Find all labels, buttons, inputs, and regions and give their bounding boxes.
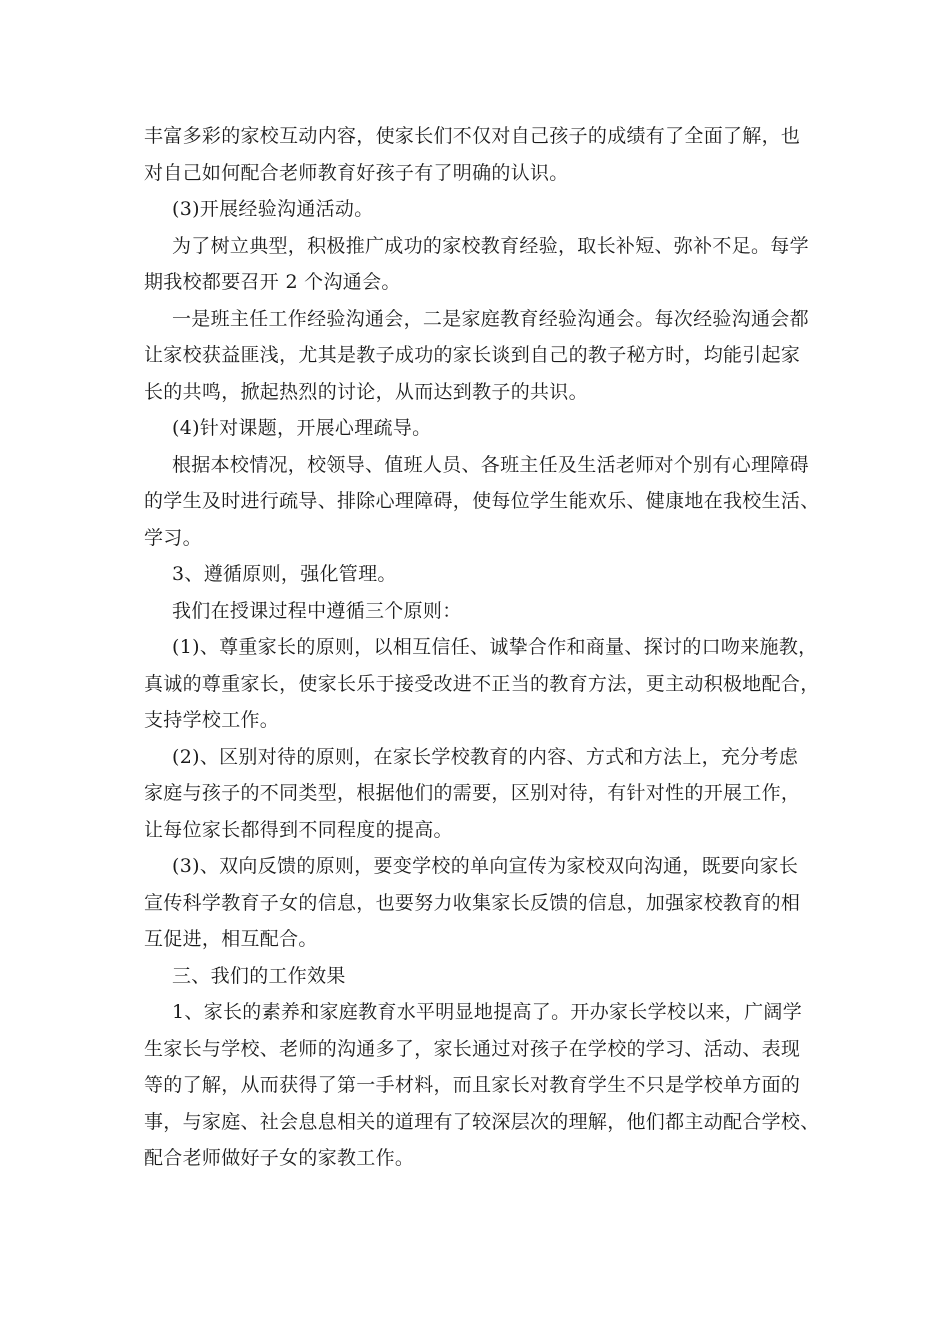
text-line: 一是班主任工作经验沟通会，二是家庭教育经验沟通会。每次经验沟通会都: [172, 307, 809, 330]
text-line: 让家校获益匪浅，尤其是教子成功的家长谈到自己的教子秘方时，均能引起家: [144, 344, 801, 366]
text-line: 对自己如何配合老师教育好孩子有了明确的认识。: [144, 161, 569, 184]
text-line: (4)针对课题，开展心理疏导。: [172, 417, 432, 439]
text-line: 配合老师做好子女的家教工作。: [144, 1147, 415, 1169]
text-line: 事，与家庭、社会息息相关的道理有了较深层次的理解，他们都主动配合学校、: [144, 1110, 820, 1133]
text-line: (3)、双向反馈的原则，要变学校的单向宣传为家校双向沟通，既要向家长: [172, 855, 799, 877]
text-line: 丰富多彩的家校互动内容，使家长们不仅对自己孩子的成绩有了全面了解，也: [144, 125, 801, 147]
text-line: (2)、区别对待的原则，在家长学校教育的内容、方式和方法上，充分考虑: [172, 745, 799, 768]
text-line: 根据本校情况，校领导、值班人员、各班主任及生活老师对个别有心理障碍: [172, 453, 809, 476]
text-line: 支持学校工作。: [144, 709, 280, 731]
text-line: 为了树立典型，积极推广成功的家校教育经验，取长补短、弥补不足。每学: [172, 234, 809, 257]
text-line: (3)开展经验沟通活动。: [172, 198, 374, 220]
text-line: 真诚的尊重家长，使家长乐于接受改进不正当的教育方法，更主动积极地配合，: [144, 672, 820, 695]
text-line: 1、家长的素养和家庭教育水平明显地提高了。开办家长学校以来，广阔学: [172, 1001, 802, 1023]
text-line: (1)、尊重家长的原则，以相互信任、诚挚合作和商量、探讨的口吻来施教，: [172, 636, 818, 658]
text-line: 我们在授课过程中遵循三个原则：: [172, 599, 462, 622]
text-line: 期我校都要召开 2 个沟通会。: [144, 271, 401, 293]
text-line: 等的了解，从而获得了第一手材料，而且家长对教育学生不只是学校单方面的: [144, 1074, 801, 1096]
text-line: 宣传科学教育子女的信息，也要努力收集家长反馈的信息，加强家校教育的相: [144, 891, 801, 914]
text-line: 长的共鸣，掀起热烈的讨论，从而达到教子的共识。: [144, 380, 588, 403]
text-line: 3、遵循原则，强化管理。: [172, 563, 397, 585]
text-line: 的学生及时进行疏导、排除心理障碍，使每位学生能欢乐、健康地在我校生活、: [144, 490, 820, 512]
document-body: [144, 118, 820, 1177]
text-line: 生家长与学校、老师的沟通多了，家长通过对孩子在学校的学习、活动、表现: [144, 1037, 801, 1060]
text-line: 让每位家长都得到不同程度的提高。: [144, 818, 453, 841]
text-line: 家庭与孩子的不同类型，根据他们的需要，区别对待，有针对性的开展工作，: [144, 782, 801, 804]
text-line: 学习。: [144, 526, 202, 549]
text-line: 三、我们的工作效果: [172, 964, 346, 987]
text-line: 互促进，相互配合。: [144, 928, 318, 950]
